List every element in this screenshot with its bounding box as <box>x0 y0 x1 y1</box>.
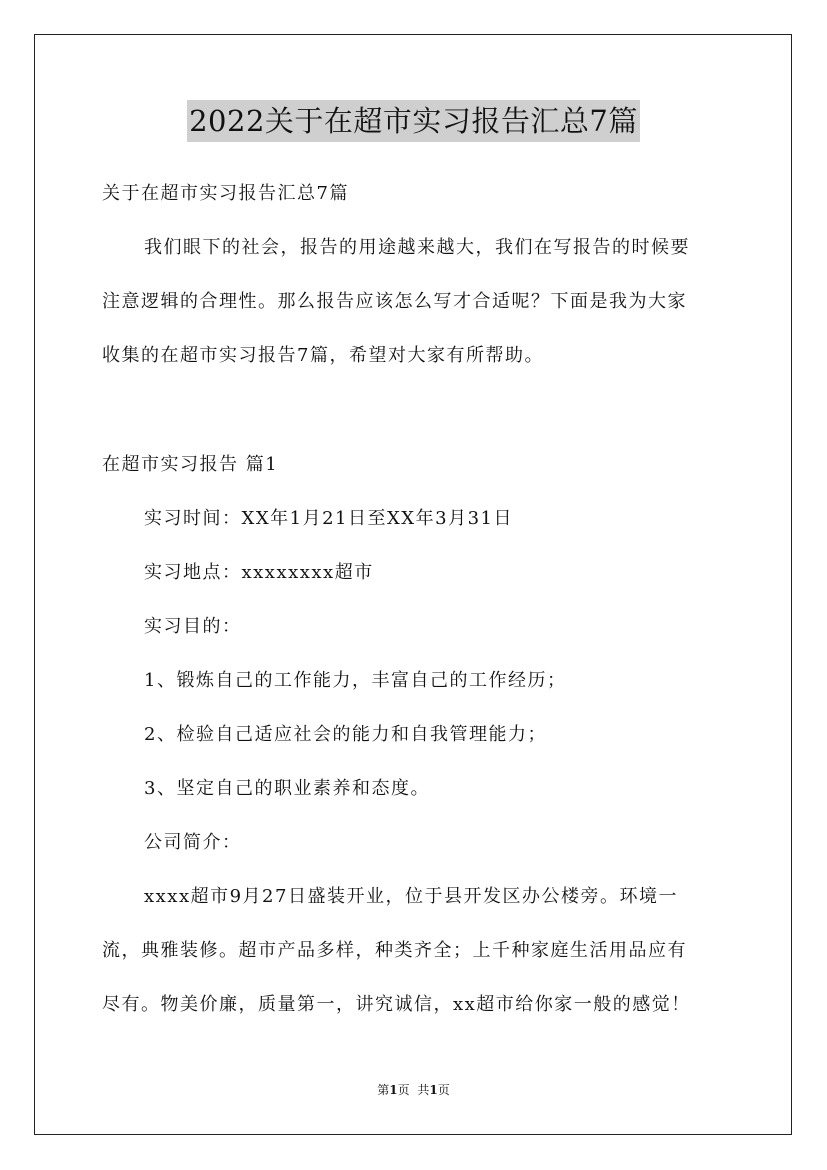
document-subtitle: 关于在超市实习报告汇总7篇 <box>102 183 349 204</box>
document-title: 2022关于在超市实习报告汇总7篇 <box>187 100 640 142</box>
internship-location: 实习地点：xxxxxxxx超市 <box>144 562 374 583</box>
footer-page-number: 1 <box>389 1083 398 1097</box>
footer-total-pages: 1 <box>429 1083 438 1097</box>
footer-page-prefix: 第 <box>377 1083 390 1097</box>
company-intro-line-2: 流，典雅装修。超市产品多样，种类齐全；上千种家庭生活用品应有 <box>102 940 687 961</box>
company-intro-line-3: 尽有。物美价廉，质量第一，讲究诚信，xx超市给你家一般的感觉！ <box>102 994 691 1015</box>
company-intro-heading: 公司简介： <box>144 832 242 853</box>
internship-time: 实习时间：XX年1月21日至XX年3月31日 <box>144 508 513 529</box>
footer-total-prefix: 共 <box>417 1083 430 1097</box>
company-intro-line-1: xxxx超市9月27日盛装开业，位于县开发区办公楼旁。环境一 <box>144 886 678 907</box>
internship-purpose-heading: 实习目的： <box>144 616 242 637</box>
purpose-item-3: 3、坚定自己的职业素养和态度。 <box>144 778 430 799</box>
footer-total-suffix: 页 <box>437 1083 450 1097</box>
intro-line-2: 注意逻辑的合理性。那么报告应该怎么写才合适呢？下面是我为大家 <box>102 291 687 312</box>
purpose-item-1: 1、锻炼自己的工作能力，丰富自己的工作经历； <box>144 670 567 691</box>
intro-line-1: 我们眼下的社会，报告的用途越来越大，我们在写报告的时候要 <box>144 237 690 258</box>
title-container <box>0 100 827 142</box>
intro-line-3: 收集的在超市实习报告7篇，希望对大家有所帮助。 <box>102 345 544 366</box>
section-heading: 在超市实习报告 篇1 <box>102 454 279 475</box>
footer-page-suffix: 页 <box>397 1083 410 1097</box>
page-footer <box>0 1082 827 1098</box>
purpose-item-2: 2、检验自己适应社会的能力和自我管理能力； <box>144 724 547 745</box>
